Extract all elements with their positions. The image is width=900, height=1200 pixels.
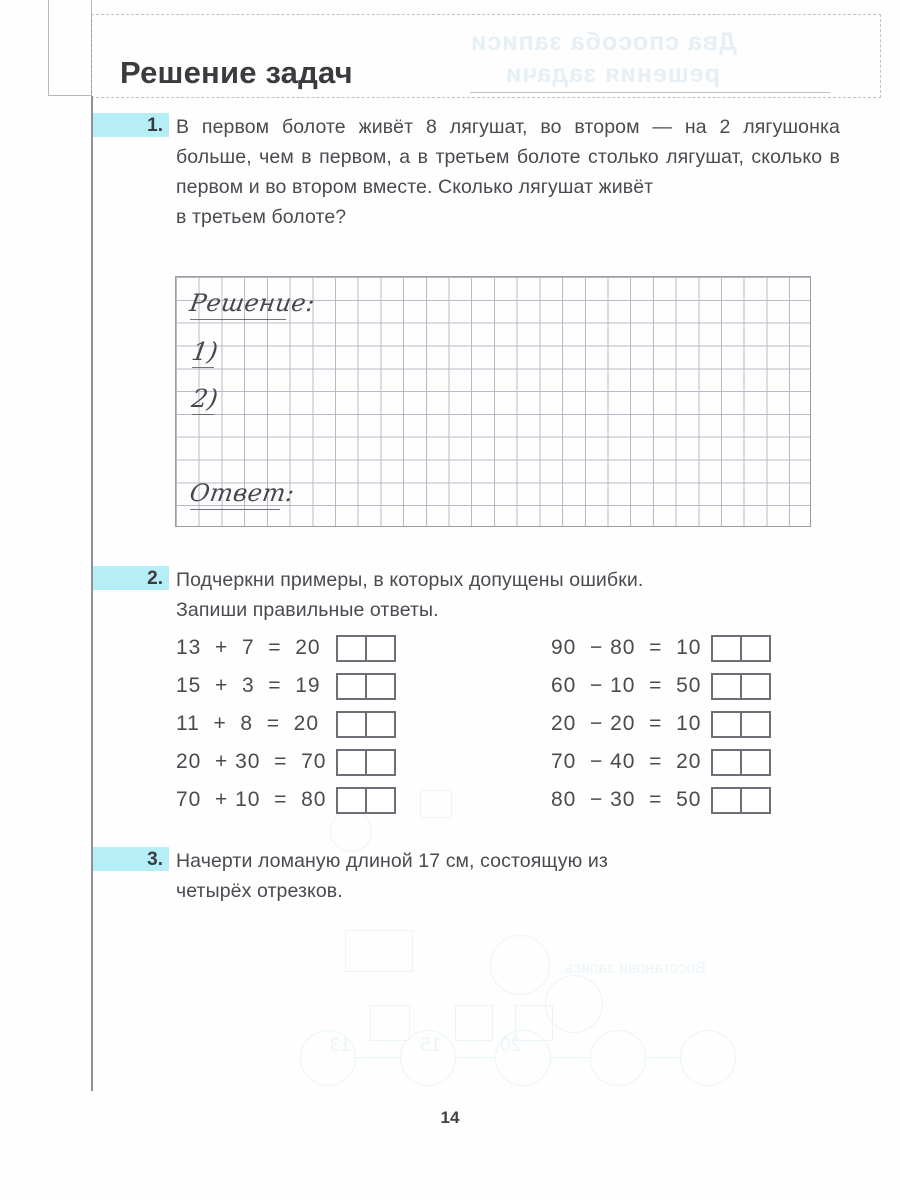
task-2-text-lastline: Запиши правильные ответы. [176, 599, 439, 621]
equation-row [176, 629, 396, 667]
answer-cell-left[interactable] [713, 675, 740, 698]
answer-cell-right[interactable] [365, 789, 394, 812]
ghost-connector-1 [354, 1057, 400, 1058]
ghost-circle-6 [590, 1030, 646, 1086]
equation-text: 11 + 8 = 20 [176, 712, 320, 735]
equation-text: 70 + 10 = 80 [176, 788, 327, 811]
handwriting-step-one-underline [192, 367, 214, 368]
ghost-connector-4 [644, 1057, 682, 1058]
task-2-equations-left [176, 629, 396, 819]
equation-row [551, 743, 771, 781]
answer-box[interactable] [336, 787, 396, 814]
answer-cell-left[interactable] [713, 751, 740, 774]
task-2-text-main: Подчеркни примеры, в которых допущены ошибки. [176, 569, 644, 591]
equation-text: 20 + 30 = 70 [176, 750, 327, 773]
ghost-circle-3 [300, 1030, 356, 1086]
ghost-rect-4 [515, 1005, 553, 1041]
ghost-circle-7 [680, 1030, 736, 1086]
task-1-number: 1. [147, 115, 163, 136]
task-2-number: 2. [147, 568, 163, 589]
task-3-text-lastline: четырёх отрезков. [176, 880, 343, 902]
equation-row [176, 705, 396, 743]
ghost-text-fragment-1: Восстанови запись. [560, 960, 706, 977]
task-2-text [176, 565, 840, 625]
equation-text: 70 − 40 = 20 [551, 750, 702, 773]
task-2-equations-right [551, 629, 771, 819]
corner-frame-box [48, 0, 92, 96]
answer-cell-left[interactable] [713, 637, 740, 660]
equation-text: 15 + 3 = 19 [176, 674, 321, 697]
spine-vertical-rule [91, 96, 93, 1091]
answer-cell-right[interactable] [365, 751, 394, 774]
equation-row [551, 781, 771, 819]
ghost-title-line-2: решения задачи [505, 60, 720, 88]
answer-cell-right[interactable] [365, 675, 394, 698]
ghost-rect-5 [420, 790, 452, 818]
answer-box[interactable] [711, 749, 771, 776]
answer-cell-left[interactable] [338, 675, 365, 698]
equation-row [551, 629, 771, 667]
answer-cell-right[interactable] [740, 789, 769, 812]
answer-box[interactable] [711, 711, 771, 738]
page-title: Решение задач [120, 54, 353, 90]
handwriting-solution-underline [190, 319, 286, 320]
handwriting-step-one: 1) [189, 337, 220, 366]
handwriting-step-two-underline [192, 414, 214, 415]
answer-box[interactable] [711, 635, 771, 662]
ghost-circle-4 [400, 1030, 456, 1086]
ghost-text-fragment-4: 20 [500, 1035, 522, 1056]
answer-cell-left[interactable] [338, 751, 365, 774]
ghost-circle-1 [490, 935, 550, 995]
equation-text: 20 − 20 = 10 [551, 712, 702, 735]
answer-cell-right[interactable] [740, 713, 769, 736]
handwriting-solution-label: Решение: [187, 289, 318, 317]
ghost-circle-5 [495, 1030, 551, 1086]
answer-cell-right[interactable] [365, 713, 394, 736]
ghost-text-fragment-3: 15 [420, 1035, 442, 1056]
equation-row [176, 743, 396, 781]
equation-text: 13 + 7 = 20 [176, 636, 321, 659]
answer-cell-right[interactable] [365, 637, 394, 660]
equation-row [551, 705, 771, 743]
ghost-title-line-1: Два способа записи [470, 28, 737, 56]
equation-row [551, 667, 771, 705]
ghost-circle-2 [545, 975, 603, 1033]
ghost-rect-3 [455, 1005, 493, 1041]
answer-box[interactable] [336, 673, 396, 700]
answer-cell-left[interactable] [338, 637, 365, 660]
answer-cell-left[interactable] [713, 713, 740, 736]
equation-text: 60 − 10 = 50 [551, 674, 702, 697]
answer-cell-left[interactable] [338, 789, 365, 812]
ghost-rect-1 [345, 930, 413, 972]
task-1-answer-grid[interactable] [175, 276, 811, 527]
ghost-connector-2 [454, 1057, 496, 1058]
handwriting-answer-underline [190, 509, 280, 510]
answer-cell-left[interactable] [338, 713, 365, 736]
equation-row [176, 781, 396, 819]
answer-box[interactable] [711, 787, 771, 814]
task-3-text [176, 846, 840, 906]
ghost-rect-2 [370, 1005, 410, 1041]
answer-cell-left[interactable] [713, 789, 740, 812]
handwriting-answer-label: Ответ: [187, 479, 297, 507]
ghost-text-fragment-2: 13 [330, 1035, 352, 1056]
equation-row [176, 667, 396, 705]
answer-cell-right[interactable] [740, 637, 769, 660]
task-1-text-main: В первом болоте живёт 8 лягушат, во втором — на 2 лягушонка больше, чем в первом, а в третьем болоте столько лягушат, сколько в первом и во втором вместе. Сколько лягушат живёт [176, 116, 840, 198]
answer-box[interactable] [336, 635, 396, 662]
handwriting-step-two: 2) [189, 384, 220, 413]
page-number: 14 [440, 1108, 460, 1127]
answer-box[interactable] [711, 673, 771, 700]
task-3-text-main: Начерти ломаную длиной 17 см, состоящую из [176, 850, 608, 872]
equation-text: 80 − 30 = 50 [551, 788, 702, 811]
task-1-text [176, 112, 840, 232]
task-3-number: 3. [147, 849, 163, 870]
answer-box[interactable] [336, 711, 396, 738]
answer-cell-right[interactable] [740, 675, 769, 698]
ghost-connector-3 [549, 1057, 591, 1058]
task-1-text-lastline: в третьем болоте? [176, 206, 347, 228]
answer-cell-right[interactable] [740, 751, 769, 774]
answer-box[interactable] [336, 749, 396, 776]
equation-text: 90 − 80 = 10 [551, 636, 702, 659]
